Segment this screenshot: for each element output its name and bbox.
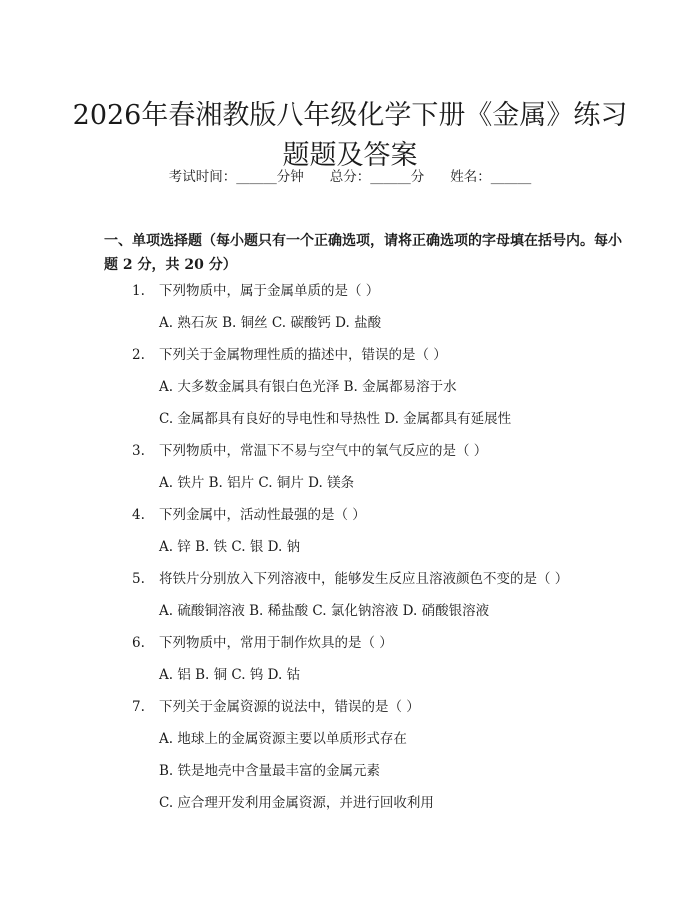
- question-2-options-line-1: A. 大多数金属具有银白色光泽 B. 金属都易溶于水: [159, 379, 457, 395]
- question-1-options: A. 熟石灰 B. 铜丝 C. 碳酸钙 D. 盐酸: [159, 315, 382, 331]
- section-heading-single-choice: 一、单项选择题（每小题只有一个正确选项，请将正确选项的字母填在括号内。每小题 2 分，共 20 分）: [104, 233, 622, 273]
- question-6: [132, 633, 393, 653]
- question-number: 4.: [132, 507, 145, 523]
- question-7-option-a: A. 地球上的金属资源主要以单质形式存在: [159, 731, 407, 747]
- question-3: [132, 441, 487, 461]
- question-number: 2.: [132, 347, 145, 363]
- student-name-field: 姓名：______: [450, 169, 532, 185]
- question-5-options: A. 硫酸铜溶液 B. 稀盐酸 C. 氯化钠溶液 D. 硝酸银溶液: [159, 603, 490, 619]
- question-4-options: A. 锌 B. 铁 C. 银 D. 钠: [159, 539, 301, 555]
- question-7-option-b: B. 铁是地壳中含量最丰富的金属元素: [159, 763, 381, 779]
- question-2: [132, 345, 447, 365]
- question-number: 6.: [132, 635, 145, 651]
- question-number: 3.: [132, 443, 145, 459]
- question-text: 下列金属中，活动性最强的是（ ）: [159, 507, 366, 523]
- question-2-options-line-2: C. 金属都具有良好的导电性和导热性 D. 金属都具有延展性: [159, 411, 512, 427]
- question-text: 下列物质中，属于金属单质的是（ ）: [159, 283, 380, 299]
- question-7-option-c: C. 应合理开发利用金属资源，并进行回收利用: [159, 795, 434, 811]
- question-4: [132, 505, 366, 525]
- question-number: 5.: [132, 571, 145, 587]
- question-text: 下列物质中，常温下不易与空气中的氧气反应的是（ ）: [159, 443, 488, 459]
- question-1: [132, 281, 379, 301]
- document-title: 2026年春湘教版八年级化学下册《金属》练习题题及答案: [72, 100, 628, 172]
- question-5: [132, 569, 568, 589]
- question-number: 1.: [132, 283, 145, 299]
- question-3-options: A. 铁片 B. 铝片 C. 铜片 D. 镁条: [159, 475, 355, 491]
- question-text: 将铁片分别放入下列溶液中，能够发生反应且溶液颜色不变的是（ ）: [159, 571, 569, 587]
- question-6-options: A. 铝 B. 铜 C. 钨 D. 钴: [159, 667, 301, 683]
- exam-time-field: 考试时间：______分钟: [168, 169, 304, 185]
- question-7: [132, 697, 420, 717]
- exam-info-line: [0, 167, 700, 187]
- total-score-field: 总分：______分: [329, 169, 425, 185]
- question-text: 下列关于金属资源的说法中，错误的是（ ）: [159, 699, 420, 715]
- question-number: 7.: [132, 699, 145, 715]
- question-text: 下列物质中，常用于制作炊具的是（ ）: [159, 635, 393, 651]
- question-text: 下列关于金属物理性质的描述中，错误的是（ ）: [159, 347, 447, 363]
